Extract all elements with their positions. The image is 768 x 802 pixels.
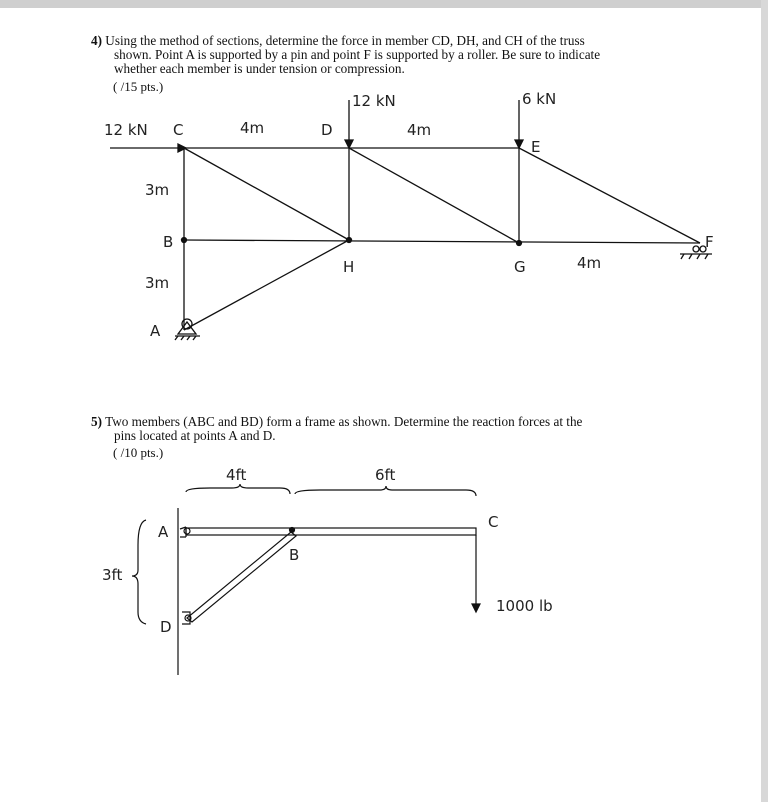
arrow-12kn-left [178, 144, 186, 152]
arrow-6kn [515, 140, 523, 148]
label-load-top: 12 kN [352, 92, 396, 110]
load-arrow [472, 604, 480, 612]
label-frame-a: A [158, 523, 169, 541]
label-node-a: A [150, 322, 161, 340]
label-dim-bc: 6ft [375, 466, 396, 484]
label-load-right: 6 kN [522, 90, 557, 108]
brace-4ft [186, 484, 290, 494]
problem-4-line-2: shown. Point A is supported by a pin and point F is supported by a roller. Be sure to indicate [114, 47, 601, 62]
problem-5-points: ( /10 pts.) [113, 445, 164, 460]
pin-b [290, 528, 295, 533]
frame-labels [102, 466, 553, 636]
label-frame-c: C [488, 513, 499, 531]
label-dim-ba: 3m [145, 274, 170, 292]
label-node-c: C [173, 121, 184, 139]
member-bd [187, 532, 296, 622]
brace-6ft [295, 486, 476, 496]
label-dim-cd: 4m [240, 119, 265, 137]
label-node-d: D [321, 121, 333, 139]
label-dim-ab: 4ft [226, 466, 247, 484]
member-ah [184, 240, 349, 330]
label-load: 1000 lb [496, 597, 553, 615]
label-frame-d: D [160, 618, 172, 636]
member-abc [186, 528, 476, 535]
problem-5-line-2: pins located at points A and D. [114, 428, 276, 443]
label-dim-gf: 4m [577, 254, 602, 272]
label-node-b: B [163, 233, 174, 251]
label-node-f: F [705, 233, 714, 251]
arrow-12kn-top [345, 140, 353, 148]
joint-g [517, 241, 522, 246]
joint-b [182, 238, 187, 243]
pin-support-a [175, 319, 200, 340]
problem-4-points: ( /15 pts.) [113, 79, 164, 94]
truss-labels [104, 90, 714, 340]
label-node-h: H [343, 258, 355, 276]
label-node-e: E [531, 138, 541, 156]
member-bottom-chord [184, 240, 700, 243]
problem-4-number: 4) [91, 33, 102, 48]
problem-5-line-1: Two members (ABC and BD) form a frame as shown. Determine the reaction forces at the [105, 414, 583, 429]
brace-3ft [132, 520, 146, 624]
pin-d [182, 612, 190, 624]
pin-a-circle [184, 528, 190, 534]
problem-4-line-3: whether each member is under tension or compression. [114, 61, 405, 76]
label-dim-de: 4m [407, 121, 432, 139]
label-dim-ad: 3ft [102, 566, 123, 584]
label-load-left: 12 kN [104, 121, 148, 139]
member-dg [349, 148, 519, 243]
label-dim-cb: 3m [145, 181, 170, 199]
frame-diagram [132, 484, 480, 675]
problem-5-number: 5) [91, 414, 102, 429]
problem-4-line-1: Using the method of sections, determine the force in member CD, DH, and CH of the truss [105, 33, 585, 48]
joint-h [347, 238, 352, 243]
member-ch [184, 148, 349, 240]
member-ef [519, 148, 700, 243]
label-frame-b: B [289, 546, 300, 564]
label-node-g: G [514, 258, 526, 276]
